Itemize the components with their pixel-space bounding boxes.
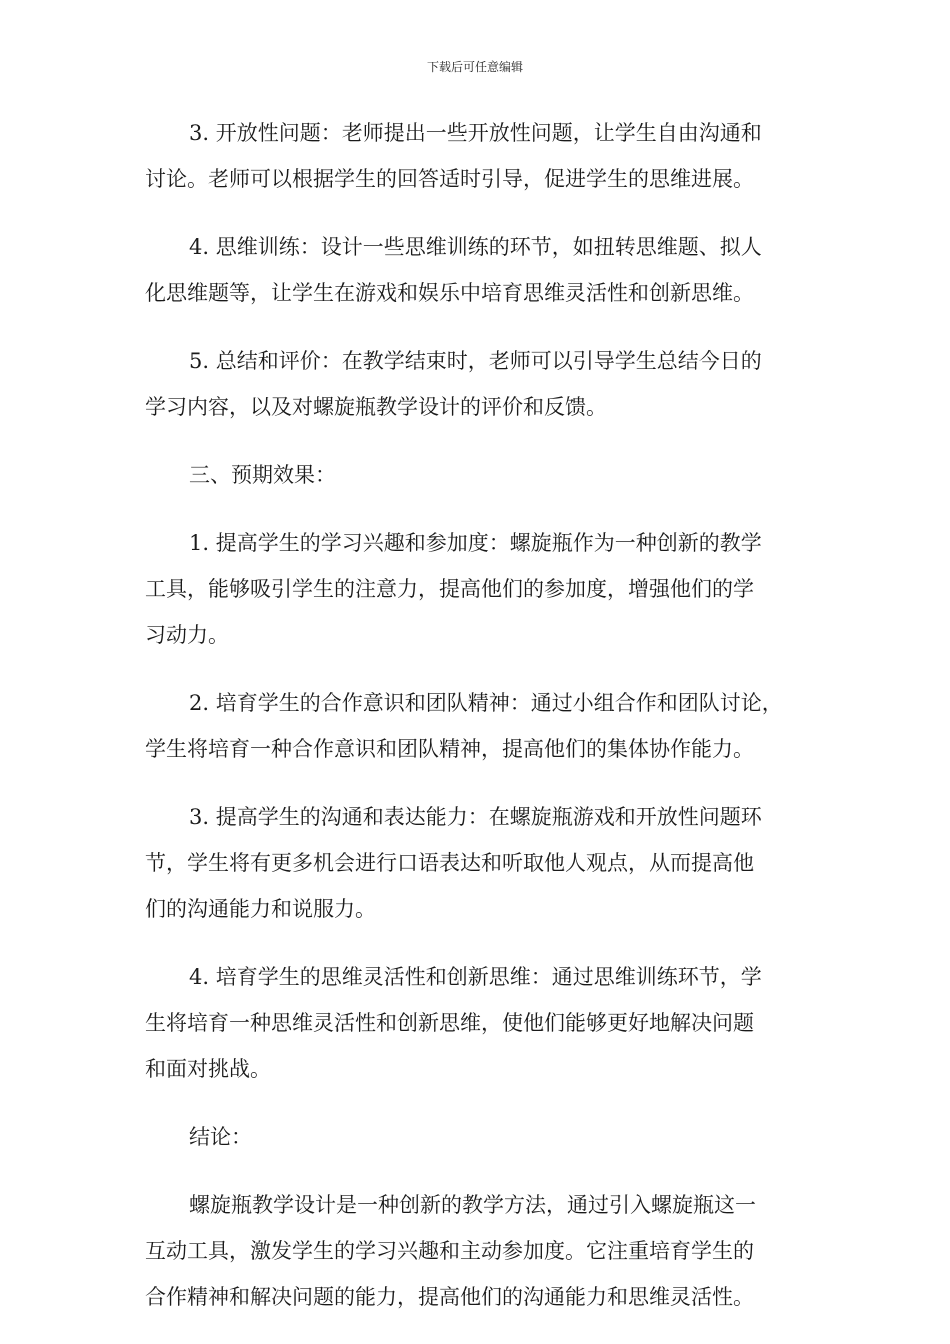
paragraph-line: 化思维题等，让学生在游戏和娱乐中培育思维灵活性和创新思维。: [145, 281, 754, 305]
paragraph-line: 5. 总结和评价：在教学结束时，老师可以引导学生总结今日的: [189, 349, 762, 373]
section-heading-expected-effects: [145, 452, 815, 498]
paragraph-line: 3. 开放性问题：老师提出一些开放性问题，让学生自由沟通和: [189, 121, 762, 145]
paragraph-conclusion: [145, 1182, 815, 1320]
paragraph-thinking-training: [145, 224, 815, 316]
paragraph-effect-interest: [145, 520, 815, 658]
section-heading-text: 结论：: [189, 1125, 252, 1149]
paragraph-open-questions: [145, 110, 815, 202]
paragraph-effect-teamwork: [145, 680, 815, 772]
paragraph-line: 习动力。: [145, 623, 229, 647]
paragraph-line: 生将培育一种思维灵活性和创新思维，使他们能够更好地解决问题: [145, 1011, 754, 1035]
paragraph-line: 4. 培育学生的思维灵活性和创新思维：通过思维训练环节，学: [189, 965, 762, 989]
paragraph-line: 们的沟通能力和说服力。: [145, 897, 376, 921]
document-body: [145, 110, 815, 1342]
paragraph-line: 讨论。老师可以根据学生的回答适时引导，促进学生的思维进展。: [145, 167, 754, 191]
paragraph-line: 工具，能够吸引学生的注意力，提高他们的参加度，增强他们的学: [145, 577, 754, 601]
page-header-note: 下载后可任意编辑: [426, 60, 523, 74]
paragraph-line: 3. 提高学生的沟通和表达能力：在螺旋瓶游戏和开放性问题环: [189, 805, 762, 829]
paragraph-line: 4. 思维训练：设计一些思维训练的环节，如扭转思维题、拟人: [189, 235, 762, 259]
paragraph-line: 互动工具，激发学生的学习兴趣和主动参加度。它注重培育学生的: [145, 1239, 754, 1263]
paragraph-line: 2. 培育学生的合作意识和团队精神：通过小组合作和团队讨论，: [189, 691, 783, 715]
paragraph-line: 1. 提高学生的学习兴趣和参加度：螺旋瓶作为一种创新的教学: [189, 531, 762, 555]
paragraph-line: 节，学生将有更多机会进行口语表达和听取他人观点，从而提高他: [145, 851, 754, 875]
section-heading-text: 三、预期效果：: [189, 463, 336, 487]
paragraph-line: 学生将培育一种合作意识和团队精神，提高他们的集体协作能力。: [145, 737, 754, 761]
paragraph-line: 和面对挑战。: [145, 1057, 271, 1081]
paragraph-effect-thinking: [145, 954, 815, 1092]
paragraph-line: 合作精神和解决问题的能力，提高他们的沟通能力和思维灵活性。: [145, 1285, 754, 1309]
paragraph-effect-communication: [145, 794, 815, 932]
paragraph-line: 螺旋瓶教学设计是一种创新的教学方法，通过引入螺旋瓶这一: [189, 1193, 756, 1217]
paragraph-summary-evaluation: [145, 338, 815, 430]
section-heading-conclusion: [145, 1114, 815, 1160]
paragraph-line: 学习内容，以及对螺旋瓶教学设计的评价和反馈。: [145, 395, 607, 419]
